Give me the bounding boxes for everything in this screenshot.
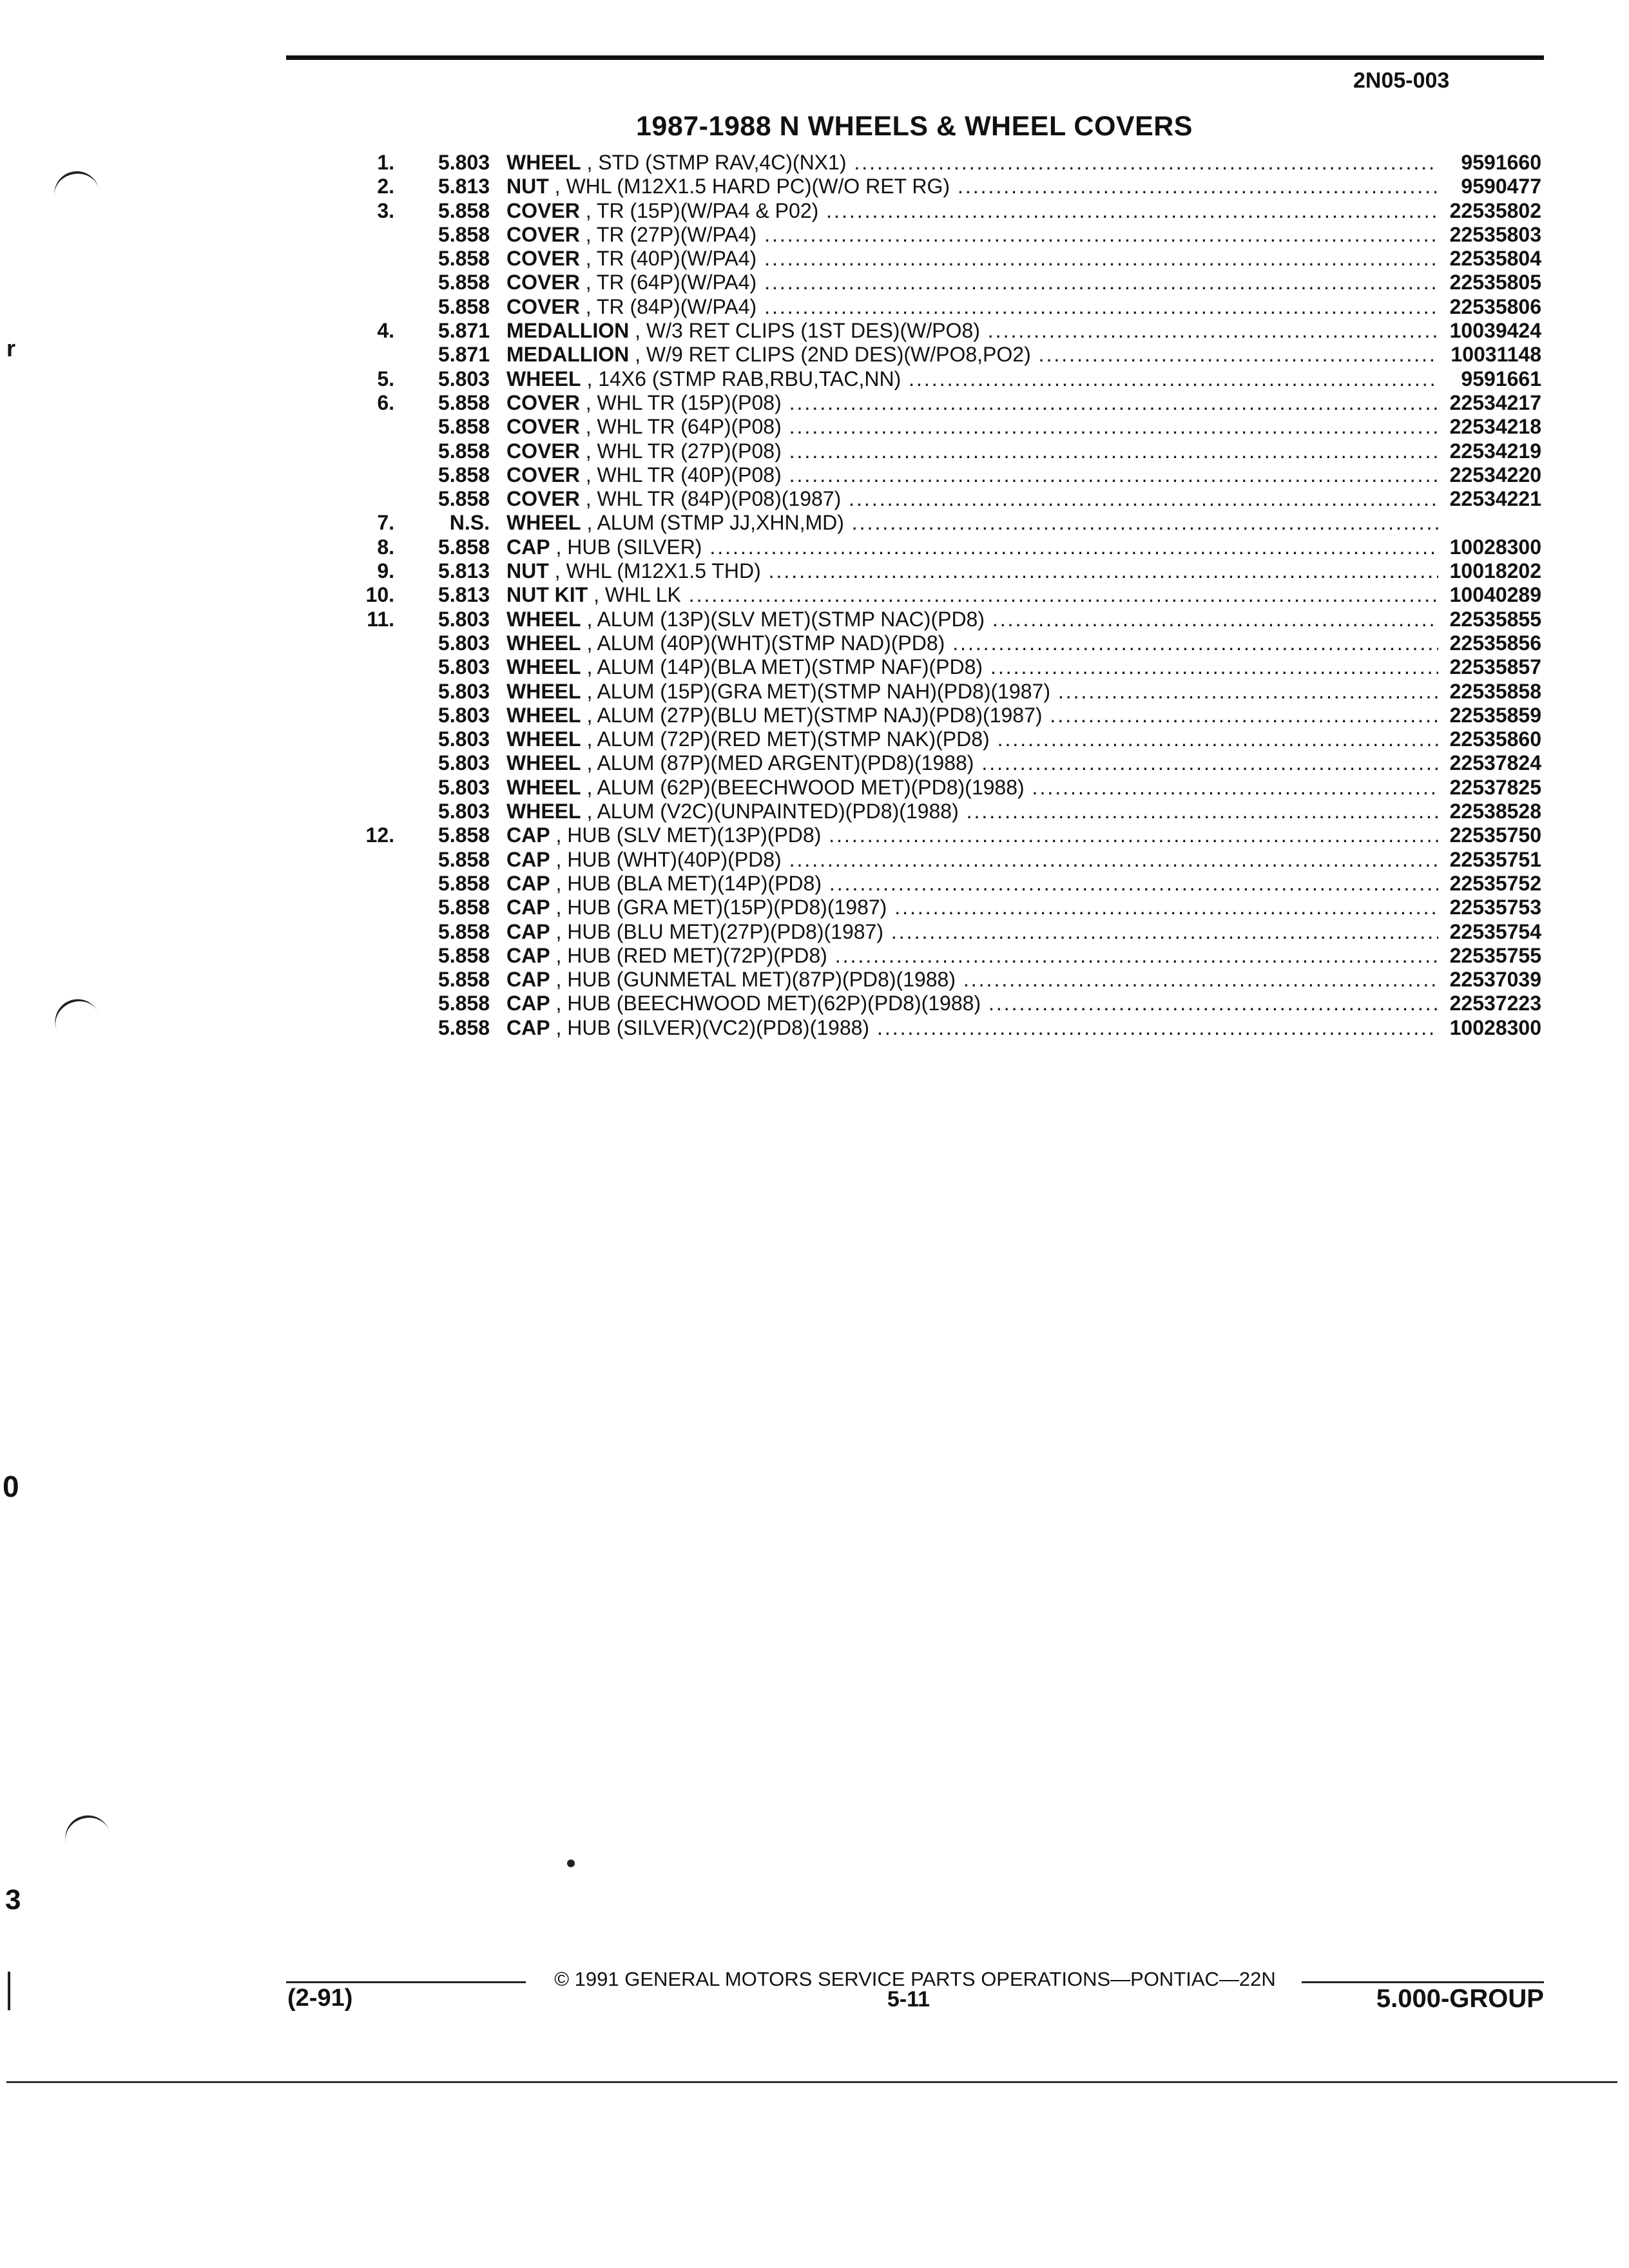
- part-number: 10028300: [1449, 535, 1541, 559]
- part-description: [506, 992, 1438, 1015]
- part-number: 22535752: [1449, 871, 1541, 895]
- part-description: [506, 247, 1438, 271]
- illustration-number: 11.: [367, 607, 394, 631]
- list-item: [316, 319, 1544, 343]
- part-number: 10040289: [1449, 583, 1541, 607]
- edge-glyph: 0: [3, 1470, 19, 1503]
- part-description: [506, 944, 1438, 968]
- illustration-number: 3.: [377, 198, 394, 222]
- part-number: 10031148: [1451, 343, 1541, 367]
- part-description: [506, 872, 1438, 896]
- part-name: NUT: [506, 175, 549, 198]
- list-item: [316, 415, 1544, 439]
- part-name: WHEEL: [506, 655, 581, 679]
- group-number: 5.858: [438, 871, 490, 895]
- group-number: 5.813: [438, 583, 490, 607]
- part-name: WHEEL: [506, 727, 581, 751]
- part-name: CAP: [506, 968, 550, 992]
- footer-date: (2-91): [287, 1984, 353, 2012]
- list-item: [316, 655, 1544, 679]
- list-item: [316, 391, 1544, 415]
- part-detail: , ALUM (14P)(BLA MET)(STMP NAF)(PD8): [586, 655, 983, 679]
- part-name: COVER: [506, 487, 580, 511]
- part-detail: , HUB (WHT)(40P)(PD8): [555, 847, 782, 871]
- binder-hole-mark: [60, 1811, 111, 1850]
- part-detail: , HUB (GRA MET)(15P)(PD8)(1987): [555, 896, 887, 919]
- part-name: CAP: [506, 535, 550, 559]
- part-description: [506, 800, 1438, 823]
- group-number: 5.803: [438, 367, 490, 390]
- list-item: [316, 823, 1544, 847]
- group-number: 5.858: [438, 823, 490, 847]
- part-detail: , HUB (SLV MET)(13P)(PD8): [555, 823, 822, 847]
- part-detail: , HUB (BLA MET)(14P)(PD8): [555, 871, 822, 895]
- group-number: 5.803: [438, 751, 490, 775]
- part-description: [506, 920, 1438, 944]
- group-number: 5.803: [438, 151, 490, 174]
- part-description: [506, 367, 1438, 391]
- list-item: [316, 872, 1544, 896]
- list-item: [316, 944, 1544, 968]
- part-number: 22534221: [1449, 487, 1541, 511]
- list-item: [316, 511, 1544, 535]
- group-number: 5.858: [438, 535, 490, 559]
- part-number: 9590477: [1461, 175, 1541, 198]
- part-detail: , ALUM (40P)(WHT)(STMP NAD)(PD8): [586, 631, 945, 655]
- list-item: [316, 704, 1544, 727]
- group-number: 5.858: [438, 487, 490, 511]
- group-number: 5.858: [438, 222, 490, 246]
- illustration-number: 12.: [365, 823, 394, 847]
- part-number: 22537825: [1449, 775, 1541, 799]
- part-description: [506, 680, 1438, 704]
- group-number: 5.858: [438, 968, 490, 992]
- list-item: [316, 151, 1544, 175]
- part-description: [506, 295, 1438, 319]
- illustration-number: 9.: [377, 559, 394, 583]
- list-item: [316, 295, 1544, 319]
- part-description: [506, 151, 1438, 175]
- group-number: 5.871: [438, 343, 490, 367]
- part-number: 22538528: [1449, 800, 1541, 823]
- part-detail: , WHL TR (64P)(P08): [585, 415, 782, 439]
- illustration-number: 2.: [377, 175, 394, 198]
- part-name: CAP: [506, 943, 550, 967]
- part-number: 22534217: [1449, 390, 1541, 414]
- page-title: 1987-1988 N WHEELS & WHEEL COVERS: [635, 111, 1193, 142]
- part-description: [506, 848, 1438, 872]
- part-number: 22535856: [1449, 631, 1541, 655]
- list-item: [316, 223, 1544, 247]
- part-detail: , ALUM (15P)(GRA MET)(STMP NAH)(PD8)(1987): [586, 679, 1050, 703]
- part-number: 22537824: [1449, 751, 1541, 775]
- part-number: 22535859: [1449, 703, 1541, 727]
- list-item: [316, 776, 1544, 800]
- part-detail: , ALUM (STMP JJ,XHN,MD): [586, 511, 844, 535]
- part-description: [506, 559, 1438, 583]
- part-description: [506, 271, 1438, 294]
- part-description: [506, 199, 1438, 223]
- part-number: 22535803: [1449, 222, 1541, 246]
- part-name: WHEEL: [506, 607, 581, 631]
- group-number: 5.858: [438, 390, 490, 414]
- part-description: [506, 896, 1438, 919]
- group-number: 5.858: [438, 439, 490, 463]
- group-number: 5.803: [438, 679, 490, 703]
- list-item: [316, 1016, 1544, 1040]
- part-detail: , ALUM (87P)(MED ARGENT)(PD8)(1988): [586, 751, 974, 775]
- part-name: WHEEL: [506, 511, 581, 535]
- part-detail: , 14X6 (STMP RAB,RBU,TAC,NN): [586, 367, 901, 390]
- part-detail: , ALUM (72P)(RED MET)(STMP NAK)(PD8): [586, 727, 990, 751]
- part-number: 22535804: [1449, 247, 1541, 271]
- part-detail: , ALUM (13P)(SLV MET)(STMP NAC)(PD8): [586, 607, 985, 631]
- illustration-number: 1.: [377, 151, 394, 174]
- part-description: [506, 535, 1438, 559]
- part-detail: , TR (27P)(W/PA4): [585, 222, 757, 246]
- part-detail: , STD (STMP RAV,4C)(NX1): [586, 151, 847, 174]
- part-detail: , HUB (SILVER): [555, 535, 702, 559]
- footer-copyright: © 1991 GENERAL MOTORS SERVICE PARTS OPERATIONS—PONTIAC—22N: [554, 1968, 1276, 1990]
- part-number: 22534219: [1449, 439, 1541, 463]
- part-name: CAP: [506, 896, 550, 919]
- part-detail: , W/3 RET CLIPS (1ST DES)(W/PO8): [635, 319, 980, 343]
- part-number: 9591660: [1461, 151, 1541, 174]
- part-number: 22535860: [1449, 727, 1541, 751]
- part-detail: , TR (84P)(W/PA4): [585, 294, 757, 318]
- part-name: COVER: [506, 247, 580, 271]
- part-number: 22535751: [1449, 847, 1541, 871]
- footer-group-label: 5.000-GROUP: [1376, 1984, 1544, 2013]
- part-detail: , WHL TR (15P)(P08): [585, 390, 782, 414]
- part-name: COVER: [506, 198, 580, 222]
- part-detail: , WHL TR (40P)(P08): [585, 463, 782, 486]
- part-number: 22535755: [1449, 943, 1541, 967]
- part-number: 22535754: [1449, 919, 1541, 943]
- list-item: [316, 439, 1544, 463]
- part-detail: , WHL TR (27P)(P08): [585, 439, 782, 463]
- part-name: WHEEL: [506, 367, 581, 390]
- group-number: N.S.: [449, 511, 490, 535]
- group-number: 5.858: [438, 1015, 490, 1039]
- list-item: [316, 896, 1544, 919]
- part-number: 22537039: [1449, 968, 1541, 992]
- list-item: [316, 751, 1544, 775]
- part-description: [506, 1016, 1438, 1040]
- part-number: 22535806: [1449, 294, 1541, 318]
- group-number: 5.858: [438, 294, 490, 318]
- part-name: CAP: [506, 847, 550, 871]
- part-description: [506, 727, 1438, 751]
- part-number: 9591661: [1461, 367, 1541, 390]
- parts-list: [316, 151, 1544, 1040]
- group-number: 5.803: [438, 727, 490, 751]
- group-number: 5.803: [438, 655, 490, 679]
- group-number: 5.858: [438, 271, 490, 294]
- group-number: 5.803: [438, 800, 490, 823]
- group-number: 5.803: [438, 703, 490, 727]
- list-item: [316, 175, 1544, 198]
- footer-rule-right: [1302, 1981, 1544, 1983]
- group-number: 5.858: [438, 943, 490, 967]
- part-name: WHEEL: [506, 151, 581, 174]
- illustration-number: 6.: [377, 390, 394, 414]
- part-number: 22535858: [1449, 679, 1541, 703]
- illustration-number: 5.: [377, 367, 394, 390]
- part-name: MEDALLION: [506, 343, 630, 367]
- part-description: [506, 776, 1438, 800]
- part-number: 22535802: [1449, 198, 1541, 222]
- part-name: COVER: [506, 222, 580, 246]
- group-number: 5.858: [438, 992, 490, 1015]
- part-description: [506, 655, 1438, 679]
- part-name: WHEEL: [506, 631, 581, 655]
- group-number: 5.803: [438, 607, 490, 631]
- part-number: 22534218: [1449, 415, 1541, 439]
- group-number: 5.858: [438, 463, 490, 486]
- part-detail: , HUB (GUNMETAL MET)(87P)(PD8)(1988): [555, 968, 956, 992]
- binder-hole-mark: [51, 168, 101, 203]
- illustration-number: 4.: [377, 319, 394, 343]
- part-description: [506, 968, 1438, 992]
- part-description: [506, 391, 1438, 415]
- part-description: [506, 439, 1438, 463]
- part-detail: , ALUM (62P)(BEECHWOOD MET)(PD8)(1988): [586, 775, 1025, 799]
- part-detail: , HUB (BLU MET)(27P)(PD8)(1987): [555, 919, 883, 943]
- part-name: CAP: [506, 871, 550, 895]
- part-detail: , HUB (BEECHWOOD MET)(62P)(PD8)(1988): [555, 992, 981, 1015]
- group-number: 5.871: [438, 319, 490, 343]
- list-item: [316, 920, 1544, 944]
- part-detail: , TR (15P)(W/PA4 & P02): [585, 198, 819, 222]
- part-detail: , ALUM (V2C)(UNPAINTED)(PD8)(1988): [586, 800, 959, 823]
- edge-glyph: r: [6, 335, 16, 361]
- part-description: [506, 487, 1438, 511]
- list-item: [316, 727, 1544, 751]
- part-number: 22535855: [1449, 607, 1541, 631]
- part-name: COVER: [506, 463, 580, 486]
- list-item: [316, 583, 1544, 607]
- list-item: [316, 487, 1544, 511]
- list-item: [316, 608, 1544, 631]
- part-name: CAP: [506, 919, 550, 943]
- part-detail: , WHL TR (84P)(P08)(1987): [585, 487, 842, 511]
- part-name: COVER: [506, 390, 580, 414]
- group-number: 5.858: [438, 415, 490, 439]
- group-number: 5.813: [438, 559, 490, 583]
- group-number: 5.803: [438, 775, 490, 799]
- list-item: [316, 800, 1544, 823]
- header-rule: [286, 55, 1544, 60]
- bottom-rule: [6, 2081, 1617, 2083]
- part-description: [506, 415, 1438, 439]
- part-description: [506, 704, 1438, 727]
- list-item: [316, 247, 1544, 271]
- part-name: MEDALLION: [506, 319, 630, 343]
- group-number: 5.858: [438, 247, 490, 271]
- part-name: COVER: [506, 271, 580, 294]
- list-item: [316, 559, 1544, 583]
- part-number: 10028300: [1449, 1015, 1541, 1039]
- part-name: WHEEL: [506, 800, 581, 823]
- edge-bar-mark: [8, 1972, 10, 2010]
- part-detail: , WHL LK: [593, 583, 681, 607]
- part-number: 10039424: [1449, 319, 1541, 343]
- part-detail: , TR (64P)(W/PA4): [585, 271, 757, 294]
- part-description: [506, 608, 1438, 631]
- part-detail: , WHL (M12X1.5 THD): [554, 559, 761, 583]
- part-description: [506, 751, 1438, 775]
- list-item: [316, 367, 1544, 391]
- binder-hole-mark: [48, 992, 101, 1036]
- list-item: [316, 343, 1544, 367]
- illustration-number: 10.: [365, 583, 394, 607]
- illustration-number: 8.: [377, 535, 394, 559]
- part-number: 22534220: [1449, 463, 1541, 486]
- part-description: [506, 319, 1438, 343]
- group-number: 5.858: [438, 896, 490, 919]
- list-item: [316, 463, 1544, 487]
- part-description: [506, 463, 1438, 487]
- group-number: 5.813: [438, 175, 490, 198]
- part-detail: , ALUM (27P)(BLU MET)(STMP NAJ)(PD8)(1987): [586, 703, 1043, 727]
- list-item: [316, 680, 1544, 704]
- part-number: 10018202: [1449, 559, 1541, 583]
- part-number: 22535750: [1449, 823, 1541, 847]
- part-name: COVER: [506, 439, 580, 463]
- part-number: 22535805: [1449, 271, 1541, 294]
- part-detail: , HUB (RED MET)(72P)(PD8): [555, 943, 827, 967]
- illustration-number: 7.: [377, 511, 394, 535]
- list-item: [316, 271, 1544, 294]
- document-code: 2N05-003: [1353, 68, 1450, 93]
- part-description: [506, 511, 1438, 535]
- part-description: [506, 175, 1438, 198]
- part-description: [506, 583, 1438, 607]
- part-name: WHEEL: [506, 703, 581, 727]
- list-item: [316, 535, 1544, 559]
- part-description: [506, 823, 1438, 847]
- footer-rule-left: [286, 1981, 526, 1983]
- part-name: NUT KIT: [506, 583, 588, 607]
- list-item: [316, 199, 1544, 223]
- part-name: WHEEL: [506, 679, 581, 703]
- part-name: CAP: [506, 992, 550, 1015]
- part-detail: , W/9 RET CLIPS (2ND DES)(W/PO8,PO2): [635, 343, 1031, 367]
- edge-glyph: 3: [5, 1884, 21, 1916]
- group-number: 5.858: [438, 198, 490, 222]
- part-detail: , WHL (M12X1.5 HARD PC)(W/O RET RG): [554, 175, 950, 198]
- group-number: 5.858: [438, 919, 490, 943]
- part-name: NUT: [506, 559, 549, 583]
- part-description: [506, 223, 1438, 247]
- part-number: 22535753: [1449, 896, 1541, 919]
- page-number: 5-11: [887, 1987, 930, 2012]
- scan-dot-mark: [567, 1860, 575, 1867]
- part-name: WHEEL: [506, 775, 581, 799]
- part-description: [506, 631, 1438, 655]
- part-detail: , HUB (SILVER)(VC2)(PD8)(1988): [555, 1015, 870, 1039]
- list-item: [316, 992, 1544, 1015]
- part-number: 22537223: [1449, 992, 1541, 1015]
- part-name: CAP: [506, 823, 550, 847]
- group-number: 5.858: [438, 847, 490, 871]
- group-number: 5.803: [438, 631, 490, 655]
- list-item: [316, 631, 1544, 655]
- part-description: [506, 343, 1438, 367]
- list-item: [316, 968, 1544, 992]
- part-detail: , TR (40P)(W/PA4): [585, 247, 757, 271]
- part-name: WHEEL: [506, 751, 581, 775]
- part-name: CAP: [506, 1015, 550, 1039]
- part-number: 22535857: [1449, 655, 1541, 679]
- part-name: COVER: [506, 294, 580, 318]
- part-name: COVER: [506, 415, 580, 439]
- list-item: [316, 848, 1544, 872]
